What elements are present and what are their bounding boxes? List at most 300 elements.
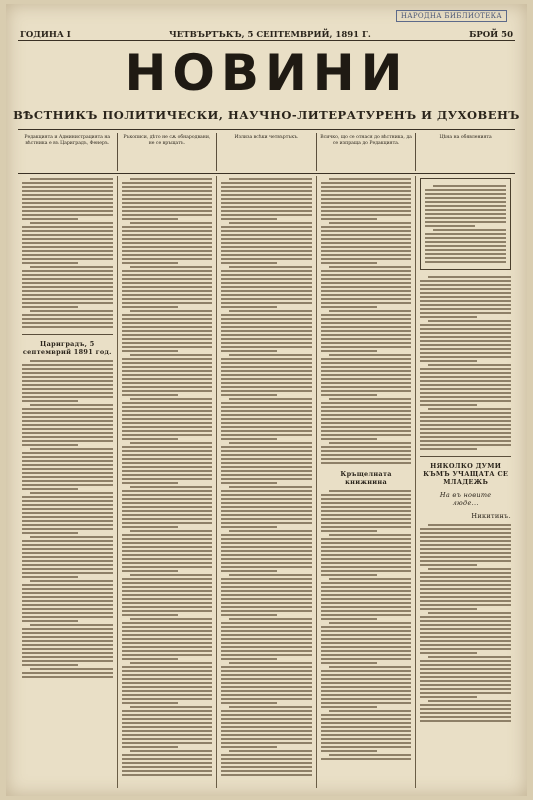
text-line — [22, 254, 113, 256]
text-line — [122, 198, 213, 200]
text-line — [22, 464, 113, 466]
column-1 — [18, 176, 118, 788]
text-line — [420, 668, 511, 670]
text-line — [321, 562, 412, 564]
text-line — [321, 566, 412, 568]
text-line — [22, 322, 113, 324]
text-line — [221, 274, 312, 276]
text-line — [221, 658, 277, 660]
text-line — [221, 430, 312, 432]
text-line — [321, 370, 412, 372]
text-line — [321, 286, 412, 288]
text-line — [329, 398, 412, 400]
text-line — [122, 622, 213, 624]
text-line — [221, 446, 312, 448]
text-line — [130, 442, 213, 444]
text-line — [122, 610, 213, 612]
text-line — [321, 514, 412, 516]
text-line — [122, 714, 213, 716]
text-line — [221, 362, 312, 364]
issue-label: БРОЙ 50 — [469, 30, 513, 40]
text-line — [425, 257, 506, 259]
text-line — [321, 558, 412, 560]
text-line — [221, 426, 312, 428]
text-line — [22, 290, 113, 292]
text-line — [122, 182, 213, 184]
text-line — [321, 186, 412, 188]
text-line — [221, 314, 312, 316]
text-line — [321, 294, 412, 296]
text-line — [229, 178, 312, 180]
text-line — [122, 410, 213, 412]
text-line — [22, 190, 113, 192]
text-line — [122, 490, 213, 492]
column-2 — [118, 176, 218, 788]
text-line — [22, 392, 113, 394]
text-line — [221, 370, 312, 372]
text-line — [122, 478, 213, 480]
text-line — [420, 640, 511, 642]
text-line — [22, 548, 113, 550]
text-line — [122, 770, 213, 772]
text-line — [122, 418, 213, 420]
text-line — [428, 524, 511, 526]
text-line — [221, 242, 312, 244]
text-line — [321, 498, 412, 500]
info-editorial: Редакцията и Администрацията на вѣстника е въ Цариградъ, Фенеръ. — [18, 133, 118, 171]
text-line — [221, 326, 312, 328]
text-line — [122, 374, 213, 376]
text-line — [221, 730, 312, 732]
text-line — [321, 574, 377, 576]
text-line — [425, 197, 506, 199]
text-line — [321, 670, 412, 672]
text-line — [221, 422, 312, 424]
text-line — [321, 402, 412, 404]
text-line — [321, 190, 412, 192]
text-line — [229, 398, 312, 400]
column-separator — [22, 334, 113, 335]
text-line — [122, 362, 213, 364]
text-line — [22, 616, 113, 618]
text-line — [221, 466, 312, 468]
header-line — [20, 30, 513, 40]
text-line — [229, 706, 312, 708]
text-line — [130, 398, 213, 400]
text-line — [22, 460, 113, 462]
text-line — [122, 726, 213, 728]
text-line — [420, 440, 511, 442]
text-line — [420, 544, 511, 546]
text-line — [130, 310, 213, 312]
text-line — [22, 210, 113, 212]
text-line — [321, 674, 412, 676]
text-line — [221, 366, 312, 368]
text-line — [221, 406, 312, 408]
text-line — [420, 680, 511, 682]
text-line — [321, 306, 377, 308]
text-line — [122, 482, 178, 484]
text-line — [22, 544, 113, 546]
text-line — [420, 444, 511, 446]
text-line — [130, 486, 213, 488]
text-line — [122, 614, 178, 616]
text-line — [221, 386, 312, 388]
text-line — [221, 546, 312, 548]
text-line — [22, 226, 113, 228]
text-line — [122, 590, 213, 592]
text-line — [122, 314, 213, 316]
text-line — [321, 598, 412, 600]
column-5 — [416, 176, 515, 788]
text-line — [221, 206, 312, 208]
text-line — [221, 278, 312, 280]
text-line — [321, 366, 412, 368]
text-line — [122, 710, 213, 712]
text-line — [221, 246, 312, 248]
text-line — [122, 402, 213, 404]
text-line — [221, 254, 312, 256]
text-line — [321, 258, 412, 260]
text-line — [122, 534, 213, 536]
text-line — [221, 642, 312, 644]
text-line — [428, 612, 511, 614]
text-line — [425, 221, 506, 223]
text-line — [22, 584, 113, 586]
text-line — [321, 634, 412, 636]
text-line — [321, 694, 412, 696]
text-line — [329, 266, 412, 268]
text-line — [321, 746, 412, 748]
text-line — [420, 288, 511, 290]
text-line — [122, 322, 213, 324]
text-line — [321, 326, 412, 328]
text-line — [22, 496, 113, 498]
text-line — [321, 434, 412, 436]
text-line — [22, 600, 113, 602]
text-line — [221, 458, 312, 460]
text-line — [30, 310, 113, 312]
text-line — [321, 322, 412, 324]
text-line — [420, 696, 476, 698]
text-line — [122, 642, 213, 644]
text-line — [30, 448, 113, 450]
text-line — [321, 530, 377, 532]
text-line — [22, 314, 113, 316]
text-line — [22, 556, 113, 558]
text-line — [329, 442, 412, 444]
text-line — [22, 218, 78, 220]
text-line — [420, 448, 476, 450]
text-line — [122, 434, 213, 436]
text-line — [420, 292, 511, 294]
text-line — [420, 620, 511, 622]
text-line — [122, 718, 213, 720]
text-line — [420, 688, 511, 690]
text-line — [122, 386, 213, 388]
text-line — [122, 526, 178, 528]
text-line — [122, 650, 213, 652]
text-line — [122, 546, 213, 548]
text-line — [122, 602, 213, 604]
text-line — [122, 734, 213, 736]
text-line — [122, 666, 213, 668]
text-line — [321, 614, 412, 616]
text-line — [420, 280, 511, 282]
text-line — [122, 298, 213, 300]
text-line — [22, 230, 113, 232]
text-line — [221, 602, 312, 604]
text-line — [122, 690, 213, 692]
text-line — [329, 534, 412, 536]
text-line — [221, 342, 312, 344]
text-line — [221, 698, 312, 700]
text-line — [122, 234, 213, 236]
text-line — [22, 528, 113, 530]
text-line — [221, 358, 312, 360]
text-line — [221, 482, 277, 484]
text-line — [420, 404, 476, 406]
text-line — [221, 626, 312, 628]
text-line — [221, 606, 312, 608]
text-line — [221, 690, 312, 692]
advertisement-box — [420, 178, 511, 270]
text-line — [420, 316, 476, 318]
text-line — [30, 668, 113, 670]
poem-line: На въ новите люде... — [439, 491, 492, 507]
text-line — [122, 382, 213, 384]
text-line — [428, 320, 511, 322]
text-line — [420, 644, 511, 646]
text-line — [221, 734, 312, 736]
text-line — [221, 302, 312, 304]
text-line — [122, 722, 213, 724]
text-line — [22, 388, 113, 390]
text-line — [122, 446, 213, 448]
text-line — [420, 536, 511, 538]
text-line — [122, 342, 213, 344]
info-bar — [18, 133, 515, 171]
text-line — [221, 630, 312, 632]
text-line — [221, 770, 312, 772]
header-rule — [18, 40, 515, 41]
text-line — [321, 546, 412, 548]
text-line — [425, 189, 506, 191]
text-line — [122, 694, 213, 696]
text-line — [122, 242, 213, 244]
text-line — [122, 186, 213, 188]
text-line — [22, 380, 113, 382]
text-line — [22, 576, 78, 578]
text-line — [221, 610, 312, 612]
text-line — [122, 350, 178, 352]
text-line — [221, 374, 312, 376]
text-line — [420, 604, 511, 606]
text-line — [221, 238, 312, 240]
text-line — [221, 270, 312, 272]
text-line — [420, 380, 511, 382]
text-line — [22, 436, 113, 438]
text-line — [221, 250, 312, 252]
text-line — [122, 550, 213, 552]
text-line — [420, 424, 511, 426]
text-line — [221, 490, 312, 492]
text-line — [122, 626, 213, 628]
text-line — [321, 742, 412, 744]
text-line — [221, 702, 277, 704]
text-line — [221, 522, 312, 524]
text-line — [22, 500, 113, 502]
text-line — [122, 294, 213, 296]
text-line — [221, 294, 312, 296]
text-line — [321, 394, 377, 396]
text-line — [22, 416, 113, 418]
text-line — [221, 526, 277, 528]
text-line — [329, 310, 412, 312]
text-line — [221, 754, 312, 756]
text-line — [22, 238, 113, 240]
text-line — [425, 241, 506, 243]
text-line — [122, 766, 213, 768]
text-line — [22, 428, 113, 430]
text-line — [420, 592, 511, 594]
text-line — [221, 214, 312, 216]
text-line — [221, 378, 312, 380]
masthead-rule-bottom — [18, 173, 515, 174]
text-line — [22, 480, 113, 482]
text-line — [130, 530, 213, 532]
text-line — [420, 308, 511, 310]
text-line — [221, 538, 312, 540]
text-line — [321, 714, 412, 716]
text-line — [420, 528, 511, 530]
text-line — [321, 202, 412, 204]
text-line — [420, 328, 511, 330]
text-line — [221, 674, 312, 676]
text-line — [122, 438, 178, 440]
text-line — [420, 720, 511, 722]
text-line — [22, 620, 78, 622]
text-line — [221, 766, 312, 768]
text-line — [221, 454, 312, 456]
text-line — [130, 222, 213, 224]
text-line — [321, 198, 412, 200]
text-line — [221, 286, 312, 288]
info-schedule: Излиза всѣки четвъртъкъ. — [217, 133, 317, 171]
text-line — [420, 344, 511, 346]
text-line — [420, 636, 511, 638]
text-line — [130, 354, 213, 356]
text-line — [122, 562, 213, 564]
text-line — [321, 726, 412, 728]
text-line — [420, 540, 511, 542]
text-line — [229, 530, 312, 532]
text-line — [420, 628, 511, 630]
text-line — [122, 654, 213, 656]
text-line — [420, 548, 511, 550]
text-line — [22, 294, 113, 296]
text-line — [321, 430, 412, 432]
text-line — [425, 261, 506, 263]
text-line — [122, 286, 213, 288]
text-line — [122, 390, 213, 392]
text-line — [425, 249, 506, 251]
text-line — [321, 678, 412, 680]
text-line — [122, 282, 213, 284]
text-line — [22, 532, 78, 534]
text-line — [221, 726, 312, 728]
text-line — [321, 242, 412, 244]
text-line — [221, 290, 312, 292]
text-line — [122, 754, 213, 756]
text-line — [122, 254, 213, 256]
text-line — [428, 364, 511, 366]
text-line — [221, 462, 312, 464]
text-line — [321, 426, 412, 428]
text-line — [22, 412, 113, 414]
text-line — [221, 330, 312, 332]
text-line — [420, 356, 511, 358]
text-line — [321, 338, 412, 340]
text-line — [221, 562, 312, 564]
text-line — [22, 432, 113, 434]
text-line — [420, 388, 511, 390]
text-line — [122, 494, 213, 496]
text-line — [321, 506, 412, 508]
text-line — [321, 454, 412, 456]
text-line — [321, 330, 412, 332]
text-line — [329, 178, 412, 180]
text-line — [321, 602, 412, 604]
text-line — [321, 218, 377, 220]
text-line — [122, 630, 213, 632]
text-line — [22, 552, 113, 554]
text-line — [122, 730, 213, 732]
column1-article-body — [22, 360, 113, 678]
text-line — [221, 582, 312, 584]
text-line — [221, 746, 277, 748]
text-line — [420, 432, 511, 434]
lead-article — [22, 178, 113, 328]
text-line — [22, 408, 113, 410]
text-line — [321, 390, 412, 392]
text-line — [122, 566, 213, 568]
text-line — [229, 310, 312, 312]
text-line — [122, 226, 213, 228]
text-line — [122, 502, 213, 504]
text-line — [420, 600, 511, 602]
column5-news — [420, 276, 511, 450]
text-line — [420, 332, 511, 334]
text-line — [22, 444, 78, 446]
text-line — [221, 186, 312, 188]
column5-poem — [432, 491, 500, 507]
text-line — [22, 206, 113, 208]
text-line — [22, 274, 113, 276]
text-line — [428, 276, 511, 278]
text-line — [420, 664, 511, 666]
text-line — [321, 658, 412, 660]
text-line — [130, 178, 213, 180]
text-line — [122, 518, 213, 520]
column2-article-body — [122, 178, 213, 776]
text-line — [329, 354, 412, 356]
text-line — [420, 564, 476, 566]
text-line — [420, 576, 511, 578]
text-line — [221, 518, 312, 520]
text-line — [420, 588, 511, 590]
text-line — [130, 750, 213, 752]
